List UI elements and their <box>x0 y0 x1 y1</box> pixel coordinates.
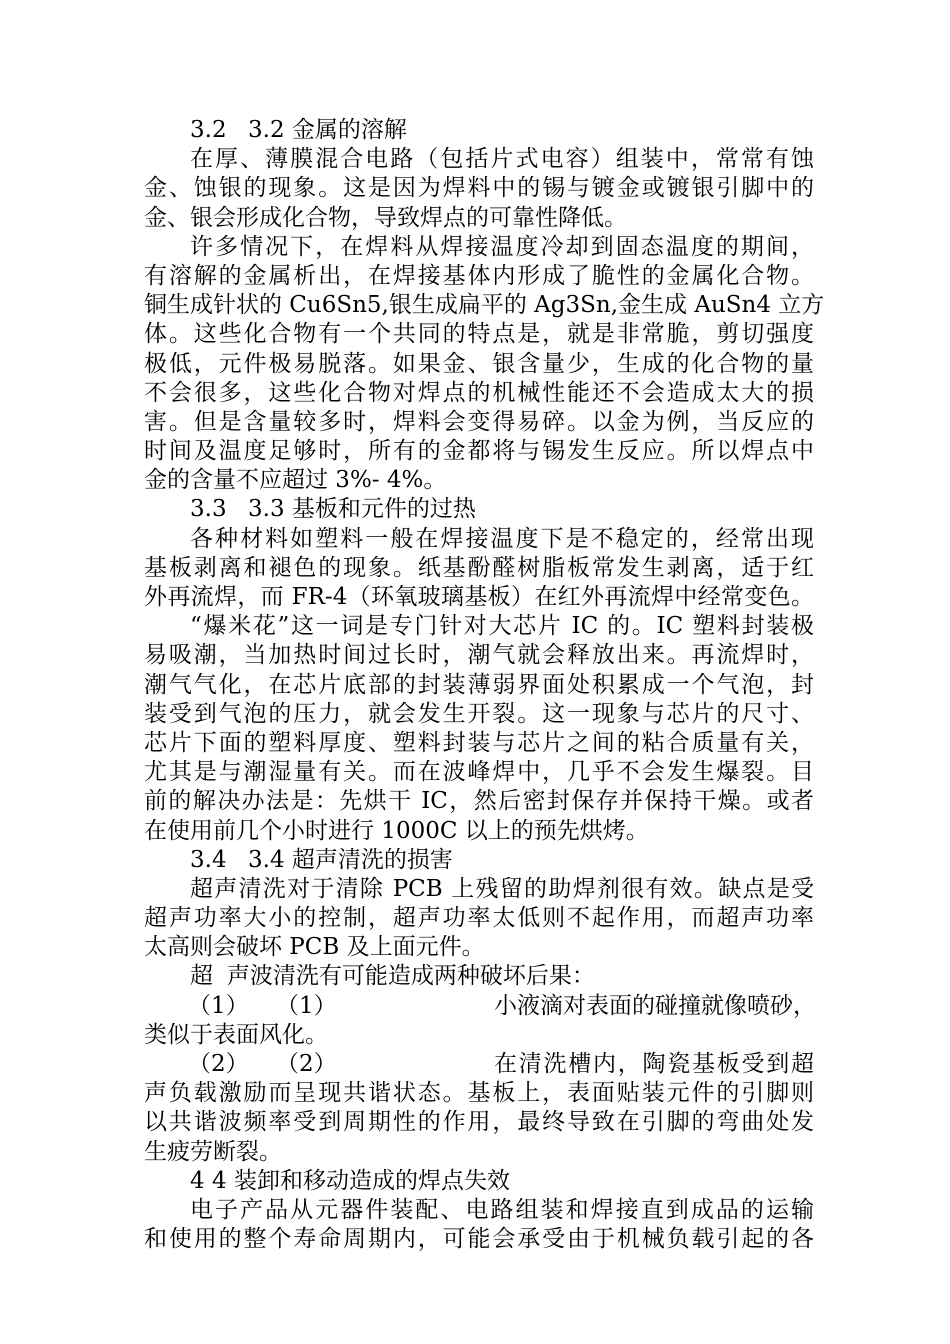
section-heading-3-3: 3.3 3.3 基板和元件的过热 <box>190 496 476 523</box>
section-heading-4: 4 4 装卸和移动造成的焊点失效 <box>190 1167 510 1194</box>
list-item: （2） （2） 在清洗槽内，陶瓷基板受到超 声负载激励而呈现共谐状态。基板上，表面贴装元件的引脚则 以共谐波频率受到周期性的作用，最终导致在引脚的弯曲处发 生疲劳断裂。 <box>144 1051 814 1165</box>
paragraph: “爆米花”这一词是专门针对大芯片 IC 的。IC 塑料封装极 易吸潮，当加热时间过长时，潮气就会释放出来。再流焊时， 潮气气化，在芯片底部的封装薄弱界面处积累成一个气泡，封 装受到气泡的压力，就会发生开裂。这一现象与芯片的尺寸、 芯片下面的塑料厚度、塑料封装与芯片之间的粘合质量有关， 尤其是与潮湿量有关。而在波峰焊中，几乎不会发生爆裂。目 前的解决办法是：先烘干 IC，然后密封保存并保持干燥。或者 在使用前几个小时进行 1000C 以上的预先烘烤。 <box>144 613 814 844</box>
section-heading-3-4: 3.4 3.4 超声清洗的损害 <box>190 846 453 873</box>
list-item: （1） （1） 小液滴对表面的碰撞就像喷砂， 类似于表面风化。 <box>144 992 816 1048</box>
intro-line: 超声波清洗有可能造成两种破坏后果： <box>190 963 595 990</box>
paragraph: 各种材料如塑料一般在焊接温度下是不稳定的，经常出现 基板剥离和褪色的现象。纸基酚醛树脂板常发生剥离，适于红 外再流焊，而 FR-4（环氧玻璃基板）在红外再流焊中经常变色。 <box>144 525 814 610</box>
paragraph: 在厚、薄膜混合电路（包括片式电容）组装中，常常有蚀 金、蚀银的现象。这是因为焊料中的锡与镀金或镀银引脚中的 金、银会形成化合物，导致焊点的可靠性降低。 <box>144 146 814 231</box>
paragraph: 电子产品从元器件装配、电路组装和焊接直到成品的运输 和使用的整个寿命周期内，可能会承受由于机械负载引起的各 <box>144 1196 814 1253</box>
section-heading-3-2: 3.2 3.2 金属的溶解 <box>190 117 407 143</box>
document-page <box>144 116 825 1254</box>
paragraph: 许多情况下，在焊料从焊接温度冷却到固态温度的期间， 有溶解的金属析出，在焊接基体内形成了脆性的金属化合物。 铜生成针状的 Cu6Sn5,银生成扁平的 Ag3Sn,金生成 AuSn4 立方 体。这些化合物有一个共同的特点是，就是非常脆，剪切强度 极低，元件极易脱落。如果金、银含量少，生成的化合物的量 不会很多，这些化合物对焊点的机械性能还不会造成太大的损 害。但是含量较多时，焊料会变得易碎。以金为例，当反应的 时间及温度足够时，所有的金都将与锡发生反应。所以焊点中 金的含量不应超过 3%- 4%。 <box>144 233 825 494</box>
paragraph: 超声清洗对于清除 PCB 上残留的助焊剂很有效。缺点是受 超声功率大小的控制，超声功率太低则不起作用，而超声功率 太高则会破坏 PCB 及上面元件。 <box>144 875 814 961</box>
